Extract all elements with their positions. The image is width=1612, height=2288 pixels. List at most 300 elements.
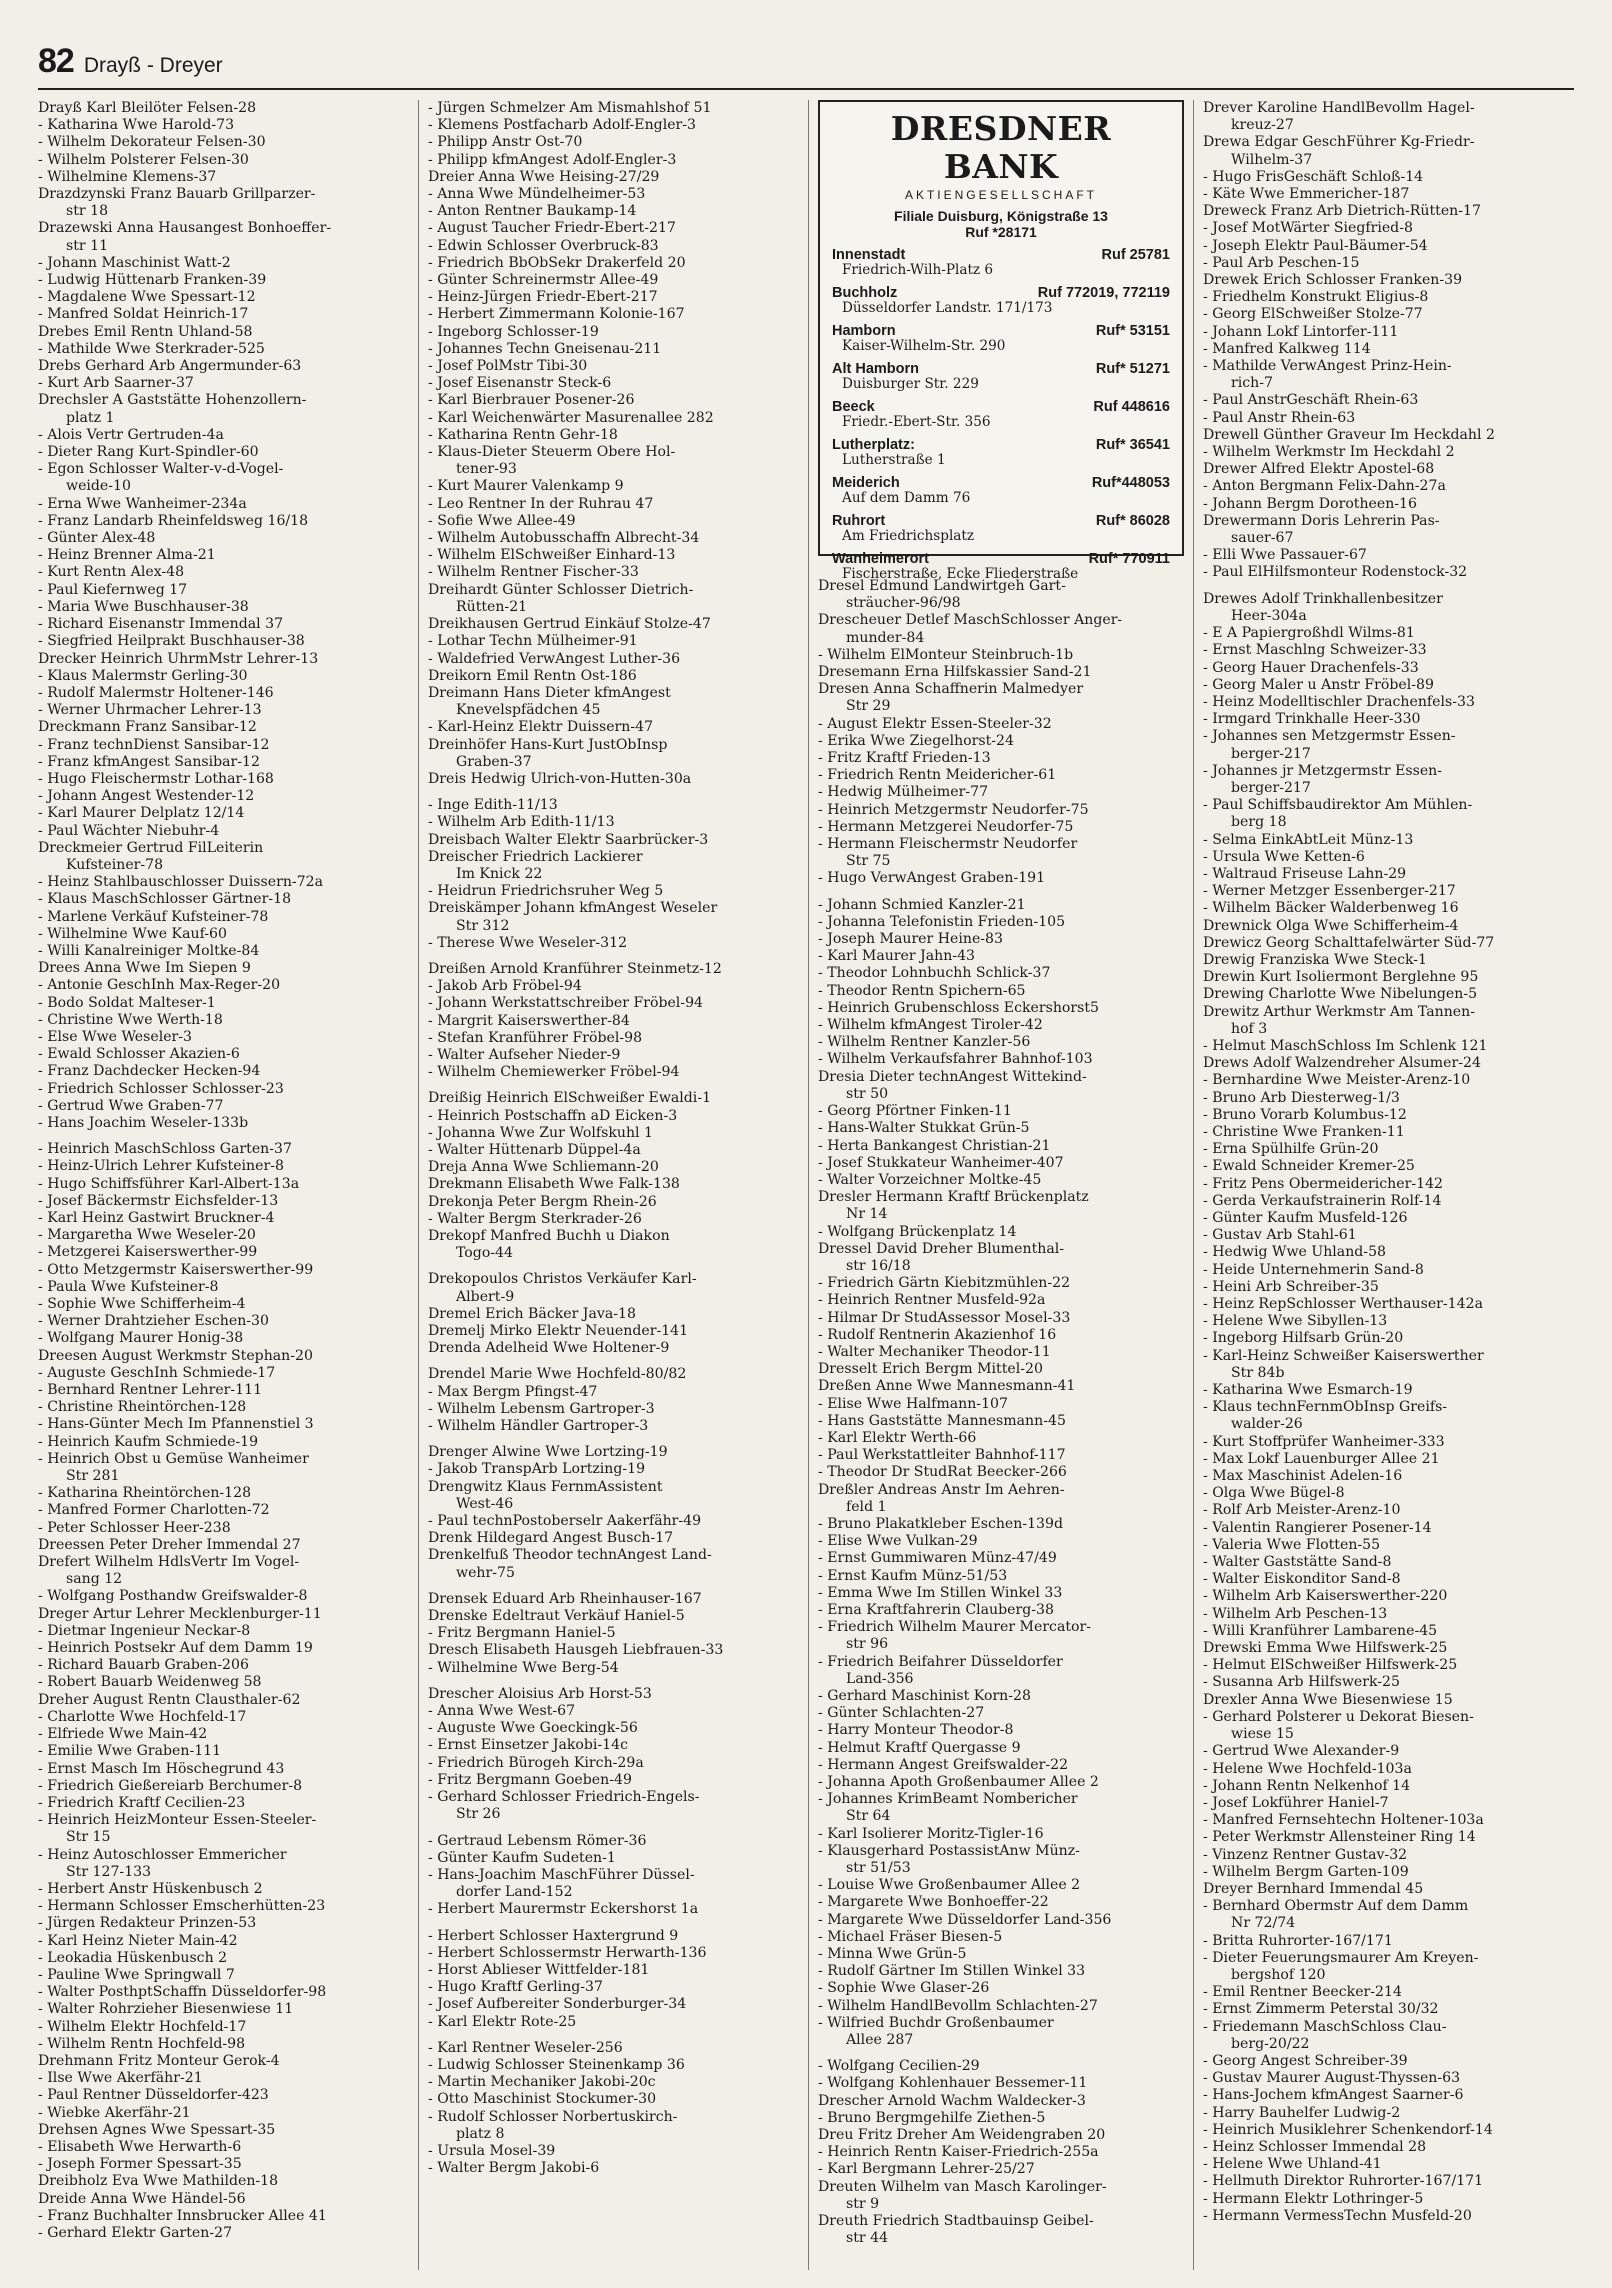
directory-entry: - Joseph Former Spessart-35: [38, 2156, 242, 2173]
directory-entry: - Walter Aufseher Nieder-9: [428, 1046, 621, 1063]
directory-entry: - Heidrun Friedrichsruher Weg 5: [428, 883, 664, 900]
directory-columns: [38, 100, 1574, 2270]
directory-entry: - Joseph Elektr Paul-Bäumer-54: [1203, 237, 1428, 254]
directory-entry: - Else Wwe Weseler-3: [38, 1028, 193, 1045]
directory-entry: - Heinz Modelltischler Drachenfels-33: [1203, 693, 1475, 710]
directory-entry: - Ludwig Schlosser Steinenkamp 36: [428, 2056, 685, 2073]
directory-entry: - Anton Bergmann Felix-Dahn-27a: [1203, 478, 1446, 495]
directory-entry: Drewermann Doris Lehrerin Pas-: [1203, 512, 1440, 529]
directory-entry: Dreßen Anne Wwe Mannesmann-41: [818, 1378, 1076, 1395]
directory-entry: Dreis Hedwig Ulrich-von-Hutten-30a: [428, 770, 692, 787]
directory-entry: - Josef Aufbereiter Sonderburger-34: [428, 1996, 687, 2013]
directory-entry: Dreßler Andreas Anstr Im Aehren-: [818, 1481, 1065, 1498]
directory-entry: - Kurt Arb Saarner-37: [38, 375, 194, 392]
directory-entry: - Margarete Wwe Bonhoeffer-22: [818, 1894, 1049, 1911]
directory-entry: - Heinrich Postsekr Auf dem Damm 19: [38, 1640, 313, 1657]
directory-entry: - Klaus technFernmObInsp Greifs-: [1203, 1399, 1448, 1416]
directory-entry: - Karl Rentner Weseler-256: [428, 2039, 623, 2056]
directory-entry: Drewin Kurt Isoliermont Berglehne 95: [1203, 969, 1479, 986]
directory-entry: - Franz Dachdecker Hecken-94: [38, 1063, 261, 1080]
directory-entry: Drewa Edgar GeschFührer Kg-Friedr-: [1203, 134, 1475, 151]
directory-entry: dorfer Land-152: [456, 1884, 573, 1901]
directory-entry: - Dieter Feuerungsmaurer Am Kreyen-: [1203, 1949, 1479, 1966]
directory-entry: - Wilhelm Lebensm Gartroper-3: [428, 1400, 655, 1417]
directory-entry: Knevelspfädchen 45: [456, 702, 601, 719]
directory-entry: - Lothar Techn Mülheimer-91: [428, 633, 638, 650]
directory-entry: - Bodo Soldat Malteser-1: [38, 994, 216, 1011]
directory-entry: - Siegfried Heilprakt Buschhauser-38: [38, 633, 305, 650]
directory-entry: - Franz Landarb Rheinfeldsweg 16/18: [38, 512, 309, 529]
directory-entry: Drebs Gerhard Arb Angermunder-63: [38, 358, 302, 375]
directory-entry: - Marlene Verkäuf Kufsteiner-78: [38, 908, 269, 925]
directory-entry: Dreinhöfer Hans-Kurt JustObInsp: [428, 736, 668, 753]
directory-entry: - Friedrich BbObSekr Drakerfeld 20: [428, 254, 686, 271]
directory-entry: - Elise Wwe Halfmann-107: [818, 1395, 1008, 1412]
ad-branch-address: Auf dem Damm 76: [842, 490, 971, 506]
directory-entry: Drensek Eduard Arb Rheinhauser-167: [428, 1590, 702, 1607]
directory-entry: - Klaus-Dieter Steuerm Obere Hol-: [428, 444, 676, 461]
directory-entry: - Wilhelm Chemiewerker Fröbel-94: [428, 1064, 680, 1081]
directory-entry: - Valentin Rangierer Posener-14: [1203, 1519, 1432, 1536]
directory-entry: - Friedrich Rentn Meidericher-61: [818, 767, 1057, 784]
directory-entry: - Edwin Schlosser Overbruck-83: [428, 237, 659, 254]
directory-entry: Heer-304a: [1231, 607, 1307, 624]
directory-entry: Dreißig Heinrich ElSchweißer Ewaldi-1: [428, 1090, 712, 1107]
directory-entry: - Manfred Former Charlotten-72: [38, 1502, 270, 1519]
directory-entry: - Horst Ablieser Wittfelder-181: [428, 1961, 650, 1978]
ad-branch-address: Friedrich-Wilh-Platz 6: [842, 262, 994, 278]
directory-entry: Drescheuer Detlef MaschSchlosser Anger-: [818, 612, 1123, 629]
directory-entry: - Heinrich Rentner Musfeld-92a: [818, 1292, 1046, 1309]
ad-branch-phone: Ruf* 51271: [1095, 361, 1170, 377]
directory-entry: - Karl Elektr Werth-66: [818, 1429, 977, 1446]
ad-title: DRESDNER BANK: [890, 109, 1112, 186]
directory-entry: - Josef Bäckermstr Eichsfelder-13: [38, 1192, 279, 1209]
directory-entry: Dremelj Mirko Elektr Neuender-141: [428, 1323, 689, 1340]
directory-entry: - Josef MotWärter Siegfried-8: [1203, 220, 1413, 237]
directory-entry: Drecker Heinrich UhrmMstr Lehrer-13: [38, 650, 319, 667]
directory-entry: - Magdalene Wwe Spessart-12: [38, 289, 256, 306]
directory-entry: - Gerhard Polsterer u Dekorat Biesen-: [1203, 1708, 1474, 1725]
directory-entry: - Erna Wwe Wanheimer-234a: [38, 495, 247, 512]
directory-entry: - Leokadia Hüskenbusch 2: [38, 1949, 228, 1966]
directory-entry: - Herbert Schlosser Haxtergrund 9: [428, 1927, 679, 1944]
directory-entry: - Manfred Fernsehtechn Holtener-103a: [1203, 1812, 1484, 1829]
directory-entry: Drenk Hildegard Angest Busch-17: [428, 1530, 674, 1547]
directory-entry: Dreikorn Emil Rentn Ost-186: [428, 667, 637, 684]
directory-entry: - Johannes sen Metzgermstr Essen-: [1203, 728, 1456, 745]
directory-entry: - Helmut Kraftf Quergasse 9: [818, 1739, 1021, 1756]
directory-entry: - Heide Unternehmerin Sand-8: [1203, 1261, 1424, 1278]
directory-entry: - Wilhelm Arb Peschen-13: [1203, 1605, 1388, 1622]
directory-entry: - Franz technDienst Sansibar-12: [38, 736, 270, 753]
directory-entry: Str 127-133: [66, 1863, 152, 1880]
directory-entry: - Günter Kaufm Musfeld-126: [1203, 1210, 1408, 1226]
directory-entry: West-46: [456, 1495, 514, 1512]
directory-entry: - Hermann Metzgerei Neudorfer-75: [818, 818, 1074, 835]
directory-entry: - Waldefried VerwAngest Luther-36: [428, 650, 681, 667]
directory-entry: - Wilhelm Rentn Hochfeld-98: [38, 2035, 246, 2052]
directory-entry: - Ewald Schlosser Akazien-6: [38, 1046, 240, 1063]
directory-entry: Drazdzynski Franz Bauarb Grillparzer-: [38, 186, 316, 203]
directory-entry: Dremel Erich Bäcker Java-18: [428, 1305, 636, 1322]
directory-entry: berger-217: [1231, 779, 1311, 796]
directory-entry: - Paul Kiefernweg 17: [38, 581, 188, 598]
directory-entry: Drechsler A Gaststätte Hohenzollern-: [38, 392, 307, 409]
directory-entry: - Hans-Jochem kfmAngest Saarner-6: [1203, 2087, 1464, 2104]
directory-entry: - Elise Wwe Vulkan-29: [818, 1533, 978, 1550]
ad-branch-list: [832, 247, 1170, 582]
directory-entry: - Wilhelm Polsterer Felsen-30: [38, 151, 249, 168]
directory-entry: - Karl Weichenwärter Masurenallee 282: [428, 409, 714, 426]
directory-entry: - Hermann Fleischermstr Neudorfer: [818, 836, 1078, 853]
directory-entry: Dreide Anna Wwe Händel-56: [38, 2190, 246, 2207]
directory-entry: sang 12: [66, 1571, 123, 1588]
directory-entry: - Elisabeth Wwe Herwarth-6: [38, 2138, 242, 2155]
directory-entry: - Rudolf Rentnerin Akazienhof 16: [818, 1326, 1057, 1343]
directory-entry: - Karl Bergmann Lehrer-25/27: [818, 2161, 1035, 2178]
directory-entry: - Georg ElSchweißer Stolze-77: [1203, 306, 1423, 323]
directory-entry: Drenger Alwine Wwe Lortzing-19: [428, 1444, 668, 1461]
directory-entry: - Joseph Maurer Heine-83: [818, 931, 1003, 948]
directory-entry: - Hermann Angest Greifswalder-22: [818, 1756, 1069, 1773]
directory-entry: - Susanna Arb Hilfswerk-25: [1203, 1674, 1400, 1691]
directory-entry: - Ernst Masch Im Höschegrund 43: [38, 1760, 285, 1777]
directory-entry: - Kurt Stoffprüfer Wanheimer-333: [1203, 1433, 1445, 1450]
directory-entry: Dreisbach Walter Elektr Saarbrücker-3: [428, 831, 709, 848]
directory-entry: - Katharina Wwe Harold-73: [38, 117, 235, 134]
directory-entry: - Hans Gaststätte Mannesmann-45: [818, 1412, 1066, 1429]
directory-entry: Dreyer Bernhard Immendal 45: [1203, 1880, 1424, 1897]
directory-entry: Dreier Anna Wwe Heising-27/29: [428, 168, 660, 185]
ad-branch-address: Düsseldorfer Landstr. 171/173: [842, 300, 1053, 316]
column-2: [428, 100, 798, 2270]
column-4: [1203, 100, 1574, 2270]
directory-entry: - Jürgen Schmelzer Am Mismahlshof 51: [428, 100, 712, 116]
directory-entry: - Walter PosthptSchaffn Düsseldorfer-98: [38, 1984, 327, 2001]
ad-branch-row: [832, 247, 1170, 263]
directory-entry: Im Knick 22: [456, 865, 543, 882]
directory-entry: - Klaus Malermstr Gerling-30: [38, 667, 248, 684]
directory-entry: Dreja Anna Wwe Schliemann-20: [428, 1159, 659, 1176]
directory-entry: - Michael Fräser Biesen-5: [818, 1928, 1003, 1945]
ad-branch-row: [832, 513, 1170, 529]
directory-entry: str 11: [66, 237, 109, 254]
directory-entry: - Friedrich Gärtn Kiebitzmühlen-22: [818, 1275, 1071, 1292]
ad-branch-phone: Ruf 448616: [1093, 399, 1170, 415]
directory-entry: - Elfriede Wwe Main-42: [38, 1726, 208, 1743]
directory-entry: - Otto Metzgermstr Kaiserswerther-99: [38, 1261, 314, 1278]
directory-entry: Graben-37: [456, 753, 532, 770]
directory-entry: - Wilhelmine Wwe Kauf-60: [38, 925, 227, 942]
directory-entry: - Johannes KrimBeamt Nombericher: [818, 1791, 1078, 1808]
directory-entry: - Egon Schlosser Walter-v-d-Vogel-: [38, 461, 284, 478]
directory-entry: - Katharina Rentn Gehr-18: [428, 426, 618, 443]
column-3-entries: [818, 578, 1188, 2248]
directory-entry: - Ernst Einsetzer Jakobi-14c: [428, 1737, 629, 1754]
directory-entry: Dreibholz Eva Wwe Mathilden-18: [38, 2173, 279, 2190]
ad-branch-name: Lutherplatz:: [832, 437, 915, 453]
directory-entry: - Heinrich MaschSchloss Garten-37: [38, 1141, 292, 1158]
directory-entry: - Hedwig Wwe Uhland-58: [1203, 1244, 1386, 1261]
ad-branch-row: [832, 437, 1170, 453]
directory-entry: - Stefan Kranführer Fröbel-98: [428, 1029, 643, 1046]
directory-entry: - Hellmuth Direktor Ruhrorter-167/171: [1203, 2173, 1484, 2190]
directory-entry: - Katharina Rheintörchen-128: [38, 1485, 252, 1502]
directory-entry: - Erna Kraftfahrerin Clauberg-38: [818, 1601, 1054, 1618]
directory-entry: Str 84b: [1231, 1364, 1285, 1381]
directory-entry: - Elli Wwe Passauer-67: [1203, 547, 1367, 564]
directory-entry: Drewes Adolf Trinkhallenbesitzer: [1203, 590, 1443, 607]
directory-entry: - Helmut ElSchweißer Hilfswerk-25: [1203, 1657, 1458, 1674]
directory-entry: - Josef PolMstr Tibi-30: [428, 358, 588, 375]
directory-entry: Drescher Arnold Wachm Waldecker-3: [818, 2092, 1086, 2109]
directory-entry: Dreischer Friedrich Lackierer: [428, 848, 643, 865]
column-1: [38, 100, 408, 2270]
directory-entry: Drenda Adelheid Wwe Holtener-9: [428, 1340, 670, 1357]
directory-entry: - Paul ElHilfsmonteur Rodenstock-32: [1203, 564, 1468, 581]
directory-entry: Dreuth Friedrich Stadtbauinsp Geibel-: [818, 2213, 1094, 2230]
directory-entry: - Werner Metzger Essenberger-217: [1203, 883, 1456, 900]
directory-entry: Drehsen Agnes Wwe Spessart-35: [38, 2121, 276, 2138]
directory-entry: Albert-9: [456, 1288, 515, 1305]
directory-entry: - Ilse Wwe Akerfähr-21: [38, 2070, 203, 2087]
directory-entry: - Jakob Arb Fröbel-94: [428, 978, 582, 995]
directory-entry: - Bruno Arb Diesterweg-1/3: [1203, 1089, 1400, 1106]
column-divider: [1193, 100, 1194, 2270]
ad-branch-phone: Ruf 772019, 772119: [1037, 285, 1170, 301]
directory-entry: - Emil Rentner Beecker-214: [1203, 1984, 1402, 2001]
directory-entry: - Louise Wwe Großenbaumer Allee 2: [818, 1877, 1081, 1894]
directory-entry: - Gerhard Maschinist Korn-28: [818, 1688, 1031, 1704]
directory-entry: berg 18: [1231, 814, 1287, 831]
directory-entry: Land-356: [846, 1670, 914, 1687]
directory-entry: - Otto Maschinist Stockumer-30: [428, 2091, 657, 2108]
directory-entry: - Heinz Stahlbauschlosser Duissern-72a: [38, 874, 323, 891]
directory-entry: Drescher Aloisius Arb Horst-53: [428, 1685, 652, 1702]
directory-entry: - Wilhelm Arb Edith-11/13: [428, 814, 615, 831]
directory-entry: - Gertrud Wwe Graben-77: [38, 1097, 224, 1114]
ad-branch-name: Beeck: [832, 399, 875, 415]
column-3: [818, 100, 1188, 2270]
directory-entry: - Karl Maurer Jahn-43: [818, 948, 976, 965]
directory-entry: - Ingeborg Schlosser-19: [428, 323, 599, 340]
directory-entry: - Willi Kanalreiniger Moltke-84: [38, 942, 260, 959]
ad-branch-address: Lutherstraße 1: [842, 452, 946, 468]
directory-entry: - Fritz Kraftf Frieden-13: [818, 750, 991, 767]
directory-entry: - Dietmar Ingenieur Neckar-8: [38, 1622, 251, 1639]
directory-entry: - Wolfgang Brückenplatz 14: [818, 1223, 1017, 1240]
directory-entry: - Gerhard Elektr Garten-27: [38, 2224, 233, 2241]
directory-entry: munder-84: [846, 629, 925, 646]
directory-entry: - Heini Arb Schreiber-35: [1203, 1278, 1379, 1295]
directory-entry: - Ingeborg Hilfsarb Grün-20: [1203, 1330, 1404, 1347]
directory-entry: - Max Lokf Lauenburger Allee 21: [1203, 1450, 1440, 1467]
directory-entry: - Katharina Wwe Esmarch-19: [1203, 1382, 1413, 1399]
directory-entry: - Wilhelm Händler Gartroper-3: [428, 1418, 649, 1435]
directory-entry: - Maria Wwe Buschhauser-38: [38, 598, 249, 615]
directory-entry: Str 64: [846, 1808, 891, 1825]
directory-entry: - August Taucher Friedr-Ebert-217: [428, 220, 676, 237]
directory-entry: - Wilfried Buchdr Großenbaumer: [818, 2014, 1054, 2031]
directory-entry: - Max Bergm Pfingst-47: [428, 1383, 598, 1400]
directory-entry: - Georg Angest Schreiber-39: [1203, 2052, 1408, 2069]
directory-entry: - Inge Edith-11/13: [428, 797, 558, 814]
directory-entry: Dresch Elisabeth Hausgeh Liebfrauen-33: [428, 1642, 724, 1659]
directory-entry: Dreiskämper Johann kfmAngest Weseler: [428, 900, 718, 917]
directory-entry: - Friedrich Beifahrer Düsseldorfer: [818, 1653, 1063, 1670]
directory-entry: - Heinz RepSchlosser Werthauser-142a: [1203, 1296, 1483, 1313]
directory-entry: - Karl-Heinz Elektr Duissern-47: [428, 719, 654, 736]
directory-entry: - Helene Wwe Sibyllen-13: [1203, 1313, 1388, 1330]
directory-entry: Str 281: [66, 1468, 120, 1485]
directory-entry: - Minna Wwe Grün-5: [818, 1946, 967, 1963]
directory-entry: - Wilhelm Dekorateur Felsen-30: [38, 134, 266, 151]
directory-entry: - Waltraud Friseuse Lahn-29: [1203, 865, 1407, 882]
directory-entry: Str 29: [846, 698, 891, 715]
directory-entry: - Klausgerhard PostassistAnw Münz-: [818, 1842, 1080, 1859]
directory-entry: - Paula Wwe Kufsteiner-8: [38, 1278, 219, 1295]
directory-entry: - Friedhelm Konstrukt Eligius-8: [1203, 289, 1429, 306]
directory-entry: berg-20/22: [1231, 2035, 1310, 2052]
directory-entry: - Emilie Wwe Graben-111: [38, 1743, 222, 1760]
directory-entry: - Wilhelm Bäcker Walderbenweg 16: [1203, 900, 1459, 917]
column-divider: [418, 100, 419, 2270]
directory-entry: - Paul Werkstattleiter Bahnhof-117: [818, 1447, 1066, 1464]
ad-branch-name: Innenstadt: [832, 247, 906, 263]
directory-entry: Str 312: [456, 917, 510, 934]
directory-entry: - Selma EinkAbtLeit Münz-13: [1203, 831, 1414, 848]
directory-entry: Togo-44: [456, 1245, 513, 1262]
directory-entry: - Johanna Wwe Zur Wolfskuhl 1: [428, 1124, 653, 1141]
directory-entry: - Manfred Kalkweg 114: [1203, 340, 1371, 357]
directory-entry: Kufsteiner-78: [66, 856, 164, 873]
directory-entry: - Käte Wwe Emmericher-187: [1203, 186, 1410, 203]
directory-entry: - Herbert Schlossermstr Herwarth-136: [428, 1944, 707, 1961]
directory-entry: - Christine Wwe Franken-11: [1203, 1123, 1405, 1140]
directory-entry: Drenkelfuß Theodor technAngest Land-: [428, 1547, 712, 1564]
directory-entry: - Wilhelmine Wwe Berg-54: [428, 1659, 619, 1676]
directory-entry: Drebes Emil Rentn Uhland-58: [38, 323, 253, 340]
directory-entry: - Richard Eisenanstr Immendal 37: [38, 616, 284, 633]
directory-entry: - Mathilde Wwe Sterkrader-525: [38, 340, 265, 357]
directory-entry: - Heinz Brenner Alma-21: [38, 547, 216, 564]
directory-entry: Drewski Emma Wwe Hilfswerk-25: [1203, 1640, 1448, 1657]
directory-entry: - Erika Wwe Ziegelhorst-24: [818, 732, 1014, 749]
directory-entry: - Fritz Pens Obermeidericher-142: [1203, 1175, 1443, 1192]
directory-entry: - Helmut MaschSchloss Im Schlenk 121: [1203, 1037, 1488, 1054]
directory-entry: - Heinz Autoschlosser Emmericher: [38, 1846, 287, 1863]
directory-entry: - Walter Eiskonditor Sand-8: [1203, 1571, 1401, 1588]
directory-entry: Drefert Wilhelm HdlsVertr Im Vogel-: [38, 1554, 300, 1571]
directory-entry: Nr 72/74: [1231, 1915, 1296, 1932]
ad-subtitle: AKTIENGESELLSCHAFT: [904, 188, 1098, 202]
directory-entry: - Walter Rohrzieher Biesenwiese 11: [38, 2001, 294, 2018]
directory-entry: str 51/53: [846, 1860, 911, 1877]
ad-branch-row: [832, 399, 1170, 415]
ad-branch: Filiale Duisburg, Königstraße 13: [894, 208, 1108, 224]
ad-phone: Ruf *28171: [965, 224, 1037, 240]
directory-entry: - Hans-Joachim MaschFührer Düssel-: [428, 1866, 695, 1883]
directory-entry: Dressel David Dreher Blumenthal-: [818, 1240, 1064, 1257]
directory-entry: - Helene Wwe Hochfeld-103a: [1203, 1760, 1412, 1777]
directory-entry: - Johann Rentn Nelkenhof 14: [1203, 1777, 1411, 1794]
directory-entry: - Ursula Mosel-39: [428, 2142, 556, 2159]
directory-entry: - Heinz-Ulrich Lehrer Kufsteiner-8: [38, 1158, 284, 1175]
directory-entry: - Peter Werkmstr Allensteiner Ring 14: [1203, 1829, 1476, 1846]
directory-entry: platz 1: [66, 409, 115, 426]
directory-entry: - Wilhelm ElMonteur Steinbruch-1b: [818, 646, 1074, 663]
directory-entry: - Kurt Rentn Alex-48: [38, 564, 185, 581]
directory-entry: Dreessen Peter Dreher Immendal 27: [38, 1536, 301, 1553]
directory-entry: - Günter Schlachten-27: [818, 1705, 985, 1722]
directory-entry: Drekmann Elisabeth Wwe Falk-138: [428, 1176, 680, 1193]
directory-entry: - Antonie GeschInh Max-Reger-20: [38, 977, 281, 994]
ad-branch-phone: Ruf* 770911: [1088, 551, 1170, 567]
directory-entry: str 16/18: [846, 1257, 911, 1274]
directory-entry: - Bernhard Obermstr Auf dem Damm: [1203, 1898, 1469, 1915]
ad-branch-row: [832, 285, 1170, 301]
directory-entry: wiese 15: [1231, 1726, 1294, 1743]
directory-entry: Dreuten Wilhelm van Masch Karolinger-: [818, 2178, 1107, 2195]
directory-entry: Allee 287: [846, 2032, 914, 2049]
directory-entry: Dreweck Franz Arb Dietrich-Rütten-17: [1203, 203, 1481, 220]
directory-entry: - Werner Drahtzieher Eschen-30: [38, 1313, 269, 1330]
directory-entry: - Johann Angest Westender-12: [38, 788, 255, 805]
directory-entry: Dreesen August Werkmstr Stephan-20: [38, 1347, 313, 1364]
directory-entry: - Georg Hauer Drachenfels-33: [1203, 659, 1419, 676]
directory-entry: - Johannes jr Metzgermstr Essen-: [1203, 762, 1443, 779]
directory-entry: hof 3: [1231, 1020, 1268, 1037]
directory-entry: Rütten-21: [456, 598, 528, 615]
ad-branch-name: Hamborn: [832, 323, 896, 339]
directory-entry: - Vinzenz Rentner Gustav-32: [1203, 1846, 1408, 1863]
directory-entry: - Max Maschinist Adelen-16: [1203, 1468, 1403, 1485]
directory-entry: kreuz-27: [1231, 117, 1294, 134]
directory-entry: Drewell Günther Graveur Im Heckdahl 2: [1203, 426, 1495, 443]
directory-entry: Drekopf Manfred Buchh u Diakon: [428, 1228, 670, 1244]
directory-entry: Drees Anna Wwe Im Siepen 9: [38, 960, 251, 977]
directory-entry: - Wilhelm Werkmstr Im Heckdahl 2: [1203, 444, 1455, 461]
directory-entry: - Paul Rentner Düsseldorfer-423: [38, 2087, 269, 2104]
ad-branch-phone: Ruf* 53151: [1095, 323, 1170, 339]
directory-entry: str 50: [846, 1085, 889, 1102]
directory-entry: - Herbert Maurermstr Eckershorst 1a: [428, 1901, 699, 1918]
directory-entry: - Wilhelm Rentner Kanzler-56: [818, 1034, 1031, 1051]
directory-entry: - Charlotte Wwe Hochfeld-17: [38, 1708, 247, 1725]
directory-entry: - Paul AnstrGeschäft Rhein-63: [1203, 392, 1419, 409]
directory-entry: - Hugo Kraftf Gerling-37: [428, 1979, 603, 1996]
column-divider: [808, 100, 809, 2270]
directory-entry: - Manfred Soldat Heinrich-17: [38, 306, 249, 323]
directory-entry: Drazewski Anna Hausangest Bonhoeffer-: [38, 220, 332, 237]
directory-entry: str 18: [66, 203, 109, 220]
directory-entry: - Leo Rentner In der Ruhrau 47: [428, 495, 654, 512]
directory-entry: - Britta Ruhrorter-167/171: [1203, 1932, 1393, 1949]
directory-entry: - Theodor Rentn Spichern-65: [818, 982, 1026, 999]
directory-entry: - Rudolf Malermstr Holtener-146: [38, 684, 274, 701]
directory-entry: - Dieter Rang Kurt-Spindler-60: [38, 444, 259, 461]
directory-entry: - Günter Alex-48: [38, 530, 156, 547]
directory-entry: platz 8: [456, 2125, 505, 2142]
directory-entry: - Auguste GeschInh Schmiede-17: [38, 1364, 276, 1381]
directory-entry: Drever Karoline HandlBevollm Hagel-: [1203, 100, 1475, 116]
directory-entry: - Bruno Plakatkleber Eschen-139d: [818, 1515, 1064, 1532]
directory-entry: - Wilhelm Rentner Fischer-33: [428, 564, 639, 581]
page-header: [38, 42, 1574, 90]
directory-entry: - Heinrich Metzgermstr Neudorfer-75: [818, 801, 1089, 818]
page-number: 82: [38, 42, 74, 80]
